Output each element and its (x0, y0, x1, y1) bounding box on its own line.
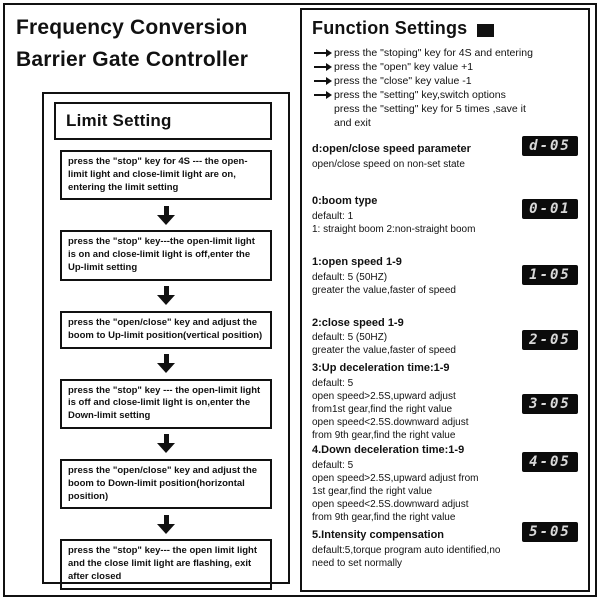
list-item (312, 74, 578, 88)
section-heading: 2:close speed 1-9 (312, 316, 404, 329)
display-square-icon (477, 24, 494, 37)
section-line: from 9th gear,find the right value (312, 430, 456, 442)
flow-step-1: press the "stop" key for 4S --- the open-limit light and close-limit light are on, entering the limit setting (60, 150, 272, 200)
section-line: open speed>2.5S,upward adjust (312, 391, 456, 403)
section-line: default: 5 (312, 378, 354, 390)
page-title-line-2: Barrier Gate Controller (16, 47, 249, 71)
page-title (16, 12, 248, 75)
section-heading: 4.Down deceleration time:1-9 (312, 444, 465, 457)
list-item-text: press the "setting" key,switch options (334, 89, 506, 102)
seg-display-3: 3-05 (522, 394, 578, 414)
right-arrow-icon (314, 80, 327, 82)
list-item-text: press the "close" key value -1 (334, 75, 472, 88)
section-line: open speed<2.5S.downward adjust (312, 417, 469, 429)
section-line: open/close speed on non-set state (312, 159, 465, 171)
flow-step-4: press the "stop" key --- the open-limit light is off and close-limit light is on,enter the Down-limit setting (60, 379, 272, 429)
section-line: default: 5 (50HZ) (312, 271, 388, 283)
seg-display-0: 0-01 (522, 199, 578, 219)
section-line: greater the value,faster of speed (312, 284, 456, 296)
function-settings-panel (300, 8, 590, 592)
right-arrow-icon (314, 66, 327, 68)
section-heading: 1:open speed 1-9 (312, 255, 402, 268)
list-item-text: press the "open" key value +1 (334, 61, 474, 74)
limit-setting-flowchart (60, 150, 272, 590)
section-heading: d:open/close speed parameter (312, 143, 471, 156)
seg-display-1: 1-05 (522, 265, 578, 285)
seg-display-2: 2-05 (522, 330, 578, 350)
section-line: default: 5 (312, 459, 354, 471)
seg-display-4: 4-05 (522, 452, 578, 472)
right-arrow-icon (314, 94, 327, 96)
list-item-text: press the "stoping" key for 4S and entering (334, 47, 533, 59)
flow-step-3: press the "open/close" key and adjust the boom to Up-limit position(vertical position) (60, 311, 272, 349)
flow-step-5: press the "open/close" key and adjust the boom to Down-limit position(horizontal position) (60, 459, 272, 509)
down-arrow-icon (60, 281, 272, 311)
limit-setting-heading: Limit Setting (54, 102, 272, 140)
flow-step-6: press the "stop" key--- the open limit light and the close limit light are flashing, exit after closed (60, 539, 272, 589)
section-heading: 0:boom type (312, 195, 378, 208)
flow-step-2: press the "stop" key---the open-limit light is on and close-limit light is off,enter the Up-limit setting (60, 230, 272, 280)
section-line: greater the value,faster of speed (312, 345, 456, 357)
section-line: open speed<2.5S.downward adjust (312, 498, 469, 510)
key-instructions-list (312, 46, 578, 130)
section-line: default: 1 (312, 210, 354, 222)
section-heading: 5.Intensity compensation (312, 528, 445, 541)
down-arrow-icon (60, 429, 272, 459)
list-item (312, 46, 578, 60)
list-item (312, 88, 578, 102)
seg-display-5: 5-05 (522, 522, 578, 542)
function-settings-header (312, 18, 578, 39)
section-line: 1: straight boom 2:non-straight boom (312, 223, 476, 235)
section-heading: 3:Up deceleration time:1-9 (312, 362, 450, 375)
down-arrow-icon (60, 200, 272, 230)
section-line: 1st gear,find the right value (312, 485, 433, 497)
seg-display-d: d-05 (522, 136, 578, 156)
down-arrow-icon (60, 509, 272, 539)
function-settings-heading: Function Settings (312, 18, 468, 38)
section-line: from 9th gear,find the right value (312, 511, 456, 523)
list-item-continuation: press the "setting" key for 5 times ,save it (334, 103, 526, 116)
limit-setting-panel (42, 92, 290, 584)
section-line: open speed>2.5S,upward adjust from (312, 472, 479, 484)
list-item (312, 60, 578, 74)
section-line: from1st gear,find the right value (312, 404, 453, 416)
section-line: need to set normally (312, 557, 403, 569)
section-line: default:5,torque program auto identified,no (312, 544, 501, 556)
down-arrow-icon (60, 349, 272, 379)
section-line: default: 5 (50HZ) (312, 332, 388, 344)
list-item-continuation: and exit (334, 117, 371, 130)
right-arrow-icon (314, 52, 327, 54)
page-title-line-1: Frequency Conversion (16, 16, 248, 39)
